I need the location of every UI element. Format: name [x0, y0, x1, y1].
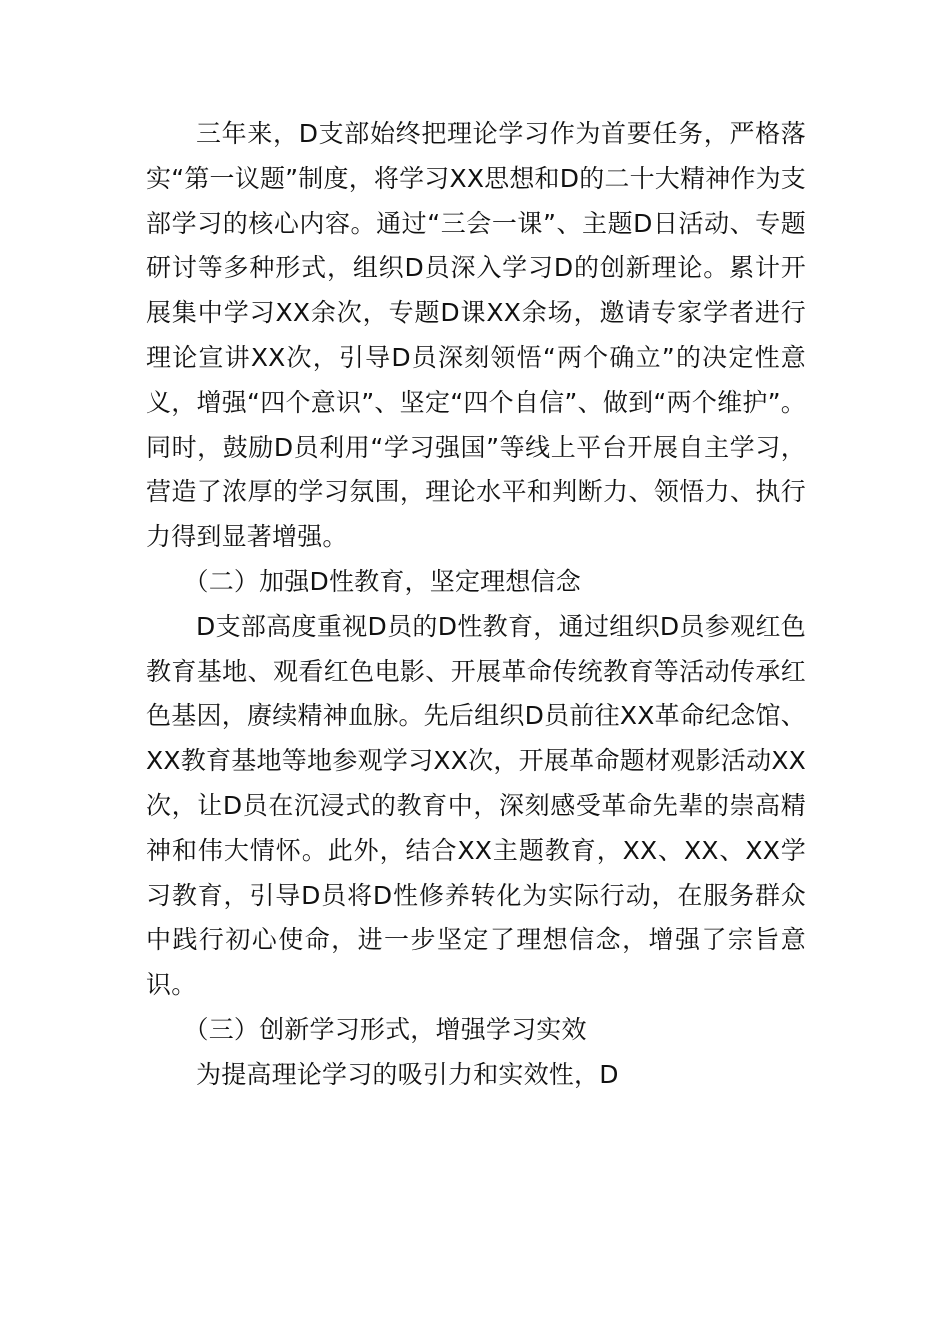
document-body [146, 112, 806, 1098]
paragraph-party-education: D支部高度重视D员的D性教育，通过组织D员参观红色教育基地、观看红色电影、开展革命传统教育等活动传承红色基因，赓续精神血脉。先后组织D员前往XX革命纪念馆、XX教育基地等地参观学习XX次，开展革命题材观影活动XX次，让D员在沉浸式的教育中，深刻感受革命先辈的崇高精神和伟大情怀。此外，结合XX主题教育，XX、XX、XX学习教育，引导D员将D性修养转化为实际行动，在服务群众中践行初心使命，进一步坚定了理想信念，增强了宗旨意识。 [146, 611, 806, 1000]
section-heading-innovative-learning: （三）创新学习形式，增强学习实效 [183, 1014, 587, 1044]
paragraph-innovative-learning: 为提高理论学习的吸引力和实效性，D [196, 1059, 619, 1089]
paragraph-theory-study: 三年来，D支部始终把理论学习作为首要任务，严格落实“第一议题”制度，将学习XX思想和D的二十大精神作为支部学习的核心内容。通过“三会一课”、主题D日活动、专题研讨等多种形式，组织D员深入学习D的创新理论。累计开展集中学习XX余次，专题D课XX余场，邀请专家学者进行理论宣讲XX次，引导D员深刻领悟“两个确立”的决定性意义，增强“四个意识”、坚定“四个自信”、做到“两个维护”。同时，鼓励D员利用“学习强国”等线上平台开展自主学习，营造了浓厚的学习氛围，理论水平和判断力、领悟力、执行力得到显著增强。 [146, 119, 807, 552]
section-heading-party-education: （二）加强D性教育，坚定理想信念 [183, 566, 581, 596]
